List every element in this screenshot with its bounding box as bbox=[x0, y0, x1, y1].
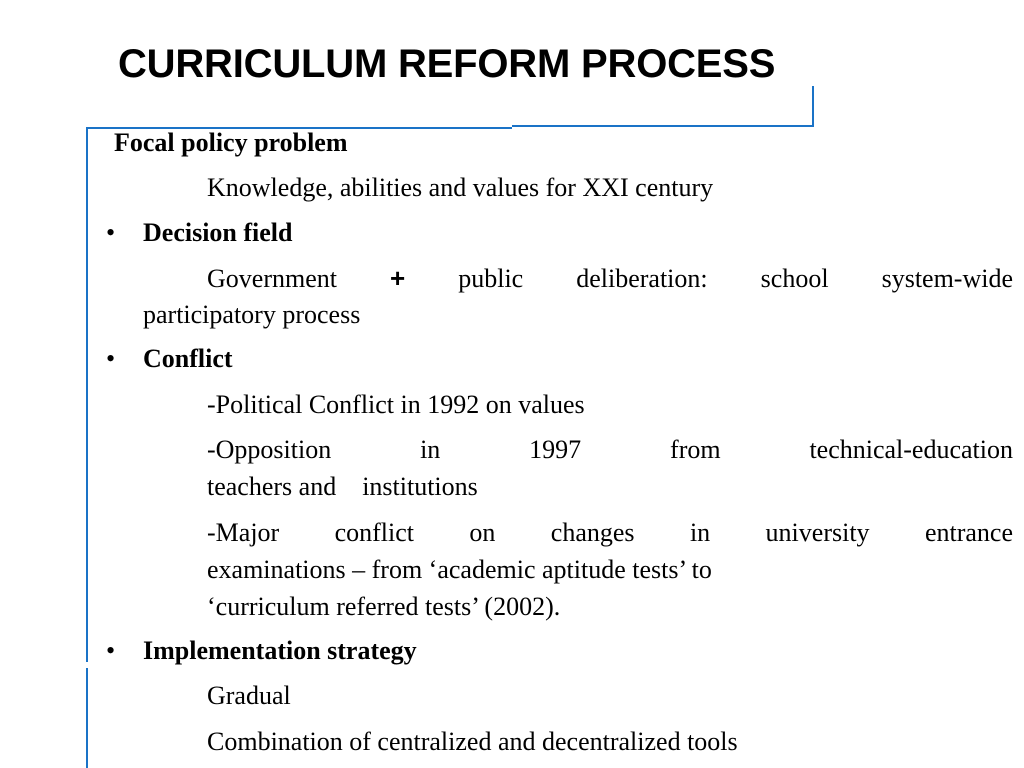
decision-field-line-2: participatory process bbox=[143, 300, 361, 329]
decision-field-heading: Decision field bbox=[143, 218, 293, 247]
frame-line-right-vertical bbox=[812, 86, 814, 127]
conflict-line-3: teachers and institutions bbox=[207, 472, 478, 501]
frame-line-top-right bbox=[512, 125, 814, 127]
bullet-marker: • bbox=[106, 344, 116, 373]
government-text: Government bbox=[207, 264, 337, 293]
implementation-heading: Implementation strategy bbox=[143, 636, 417, 665]
focal-policy-heading: Focal policy problem bbox=[114, 128, 348, 157]
implementation-line-1: Gradual bbox=[207, 681, 291, 710]
focal-policy-detail: Knowledge, abilities and values for XXI century bbox=[207, 173, 714, 202]
bullet-marker: • bbox=[106, 636, 116, 665]
conflict-heading: Conflict bbox=[143, 344, 233, 373]
slide-title: CURRICULUM REFORM PROCESS bbox=[118, 42, 776, 86]
plus-sign: + bbox=[390, 263, 406, 293]
implementation-line-2: Combination of centralized and decentralized tools bbox=[207, 727, 738, 756]
frame-line-left-vertical-lower bbox=[86, 668, 88, 768]
conflict-line-2: -Opposition in 1997 from technical-education bbox=[207, 435, 1013, 464]
decision-field-line-1 bbox=[207, 260, 1013, 297]
conflict-line-5: examinations – from ‘academic aptitude tests’ to bbox=[207, 555, 712, 584]
conflict-line-6: ‘curriculum referred tests’ (2002). bbox=[207, 592, 561, 621]
deliberation-text: public deliberation: school system-wide bbox=[458, 264, 1013, 293]
conflict-line-4: -Major conflict on changes in university entrance bbox=[207, 518, 1013, 547]
frame-line-left-vertical-upper bbox=[86, 127, 88, 662]
conflict-line-1: -Political Conflict in 1992 on values bbox=[207, 390, 585, 419]
bullet-marker: • bbox=[106, 218, 116, 247]
